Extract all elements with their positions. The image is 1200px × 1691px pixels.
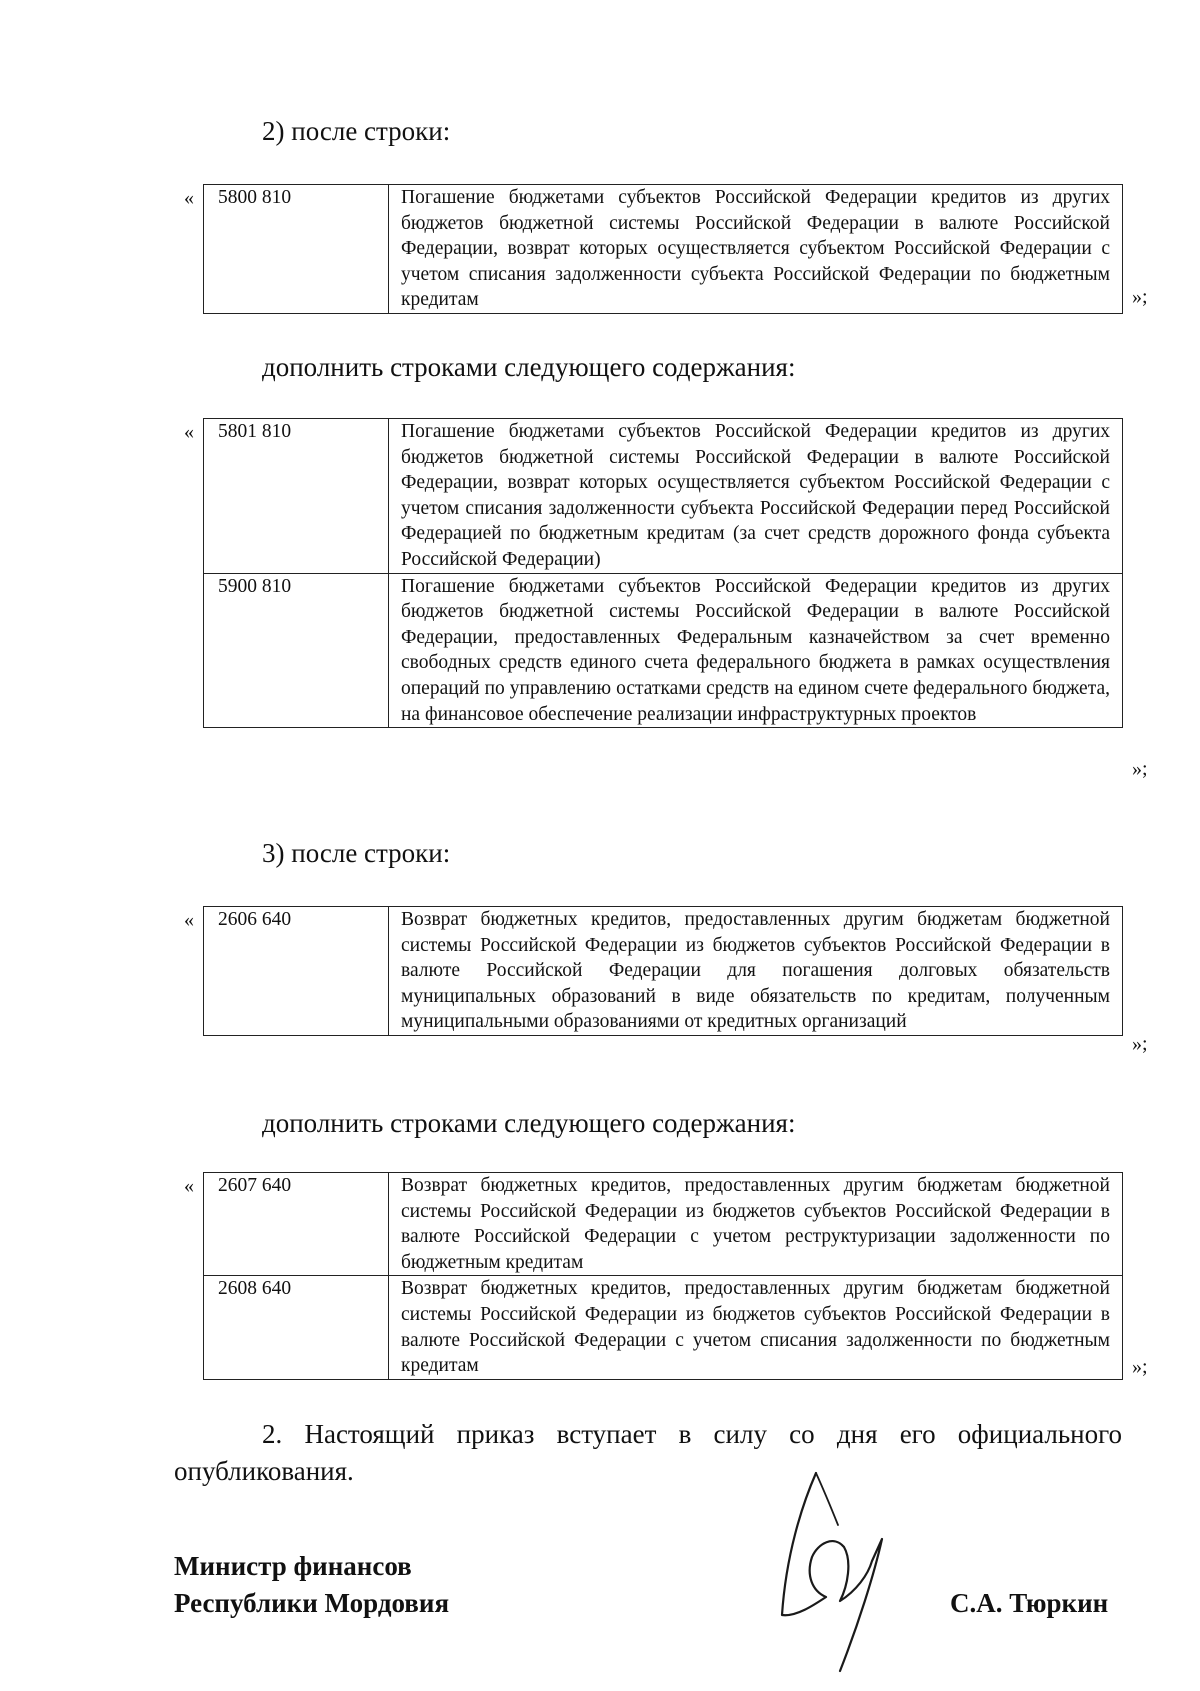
code-table-4 [203,1172,1123,1380]
handwritten-signature [756,1465,896,1675]
description-cell: Возврат бюджетных кредитов, предоставленных другим бюджетам бюджетной системы Российской Федерации из бюджетов субъектов Российской Федерации в валюте Российской Федерации с учетом списания задолженности по бюджетным кредитам [389,1276,1123,1379]
table-row [204,1173,1123,1276]
description-cell: Погашение бюджетами субъектов Российской Федерации кредитов из других бюджетов бюджетной системы Российской Федерации в валюте Российской Федерации, возврат которых осуществляется субъектом Российской Федерации с учетом списания задолженности субъекта Российской Федерации по бюджетным кредитам [389,185,1123,314]
table-row [204,1276,1123,1379]
code-table-2 [203,418,1123,728]
description-cell: Погашение бюджетами субъектов Российской Федерации кредитов из других бюджетов бюджетной системы Российской Федерации в валюте Российской Федерации, предоставленных Федеральным казначейством за счет временно свободных средств единого счета федерального бюджета в рамках осуществления операций по управлению остатками средств на едином счете федерального бюджета, на финансовое обеспечение реализации инфраструктурных проектов [389,573,1123,728]
heading-section-2: 2) после строки: [262,116,451,146]
heading-section-3: 3) после строки: [262,838,451,868]
table-row [204,185,1123,314]
code-cell: 2607 640 [204,1173,389,1276]
code-cell: 5801 810 [204,419,389,574]
quote-open-4: « [184,1175,194,1197]
description-cell: Возврат бюджетных кредитов, предоставленных другим бюджетам бюджетной системы Российской Федерации из бюджетов субъектов Российской Федерации в валюте Российской Федерации с учетом реструктуризации задолженности по бюджетным кредитам [389,1173,1123,1276]
signatory-title-line-1: Министр финансов [174,1551,412,1581]
table-row [204,573,1123,728]
quote-close-1: »; [1132,286,1148,308]
table-row [204,907,1123,1036]
quote-close-4: »; [1132,1356,1148,1378]
quote-close-2: »; [1132,758,1148,780]
quote-open-1: « [184,187,194,209]
heading-add-rows-1: дополнить строками следующего содержания: [262,352,796,382]
description-cell: Возврат бюджетных кредитов, предоставленных другим бюджетам бюджетной системы Российской Федерации из бюджетов субъектов Российской Федерации в валюте Российской Федерации для погашения долговых обязательств муниципальных образований в виде обязательств по кредитам, полученным муниципальными образованиями от кредитных организаций [389,907,1123,1036]
table-row [204,419,1123,574]
code-table-1 [203,184,1123,314]
description-cell: Погашение бюджетами субъектов Российской Федерации кредитов из других бюджетов бюджетной системы Российской Федерации в валюте Российской Федерации, возврат которых осуществляется субъектом Российской Федерации с учетом списания задолженности субъекта Российской Федерации перед Российской Федерацией по бюджетным кредитам (за счет средств дорожного фонда субъекта Российской Федерации) [389,419,1123,574]
signatory-name: С.А. Тюркин [950,1588,1109,1618]
quote-open-2: « [184,421,194,443]
code-table-3 [203,906,1123,1036]
signatory-title-line-2: Республики Мордовия [174,1588,450,1618]
code-cell: 5900 810 [204,573,389,728]
code-cell: 2606 640 [204,907,389,1036]
quote-open-3: « [184,909,194,931]
code-cell: 2608 640 [204,1276,389,1379]
quote-close-3: »; [1132,1033,1148,1055]
heading-add-rows-2: дополнить строками следующего содержания: [262,1108,796,1138]
code-cell: 5800 810 [204,185,389,314]
effective-date-paragraph: 2. Настоящий приказ вступает в силу со дня его официального опубликования. [174,1419,1122,1486]
